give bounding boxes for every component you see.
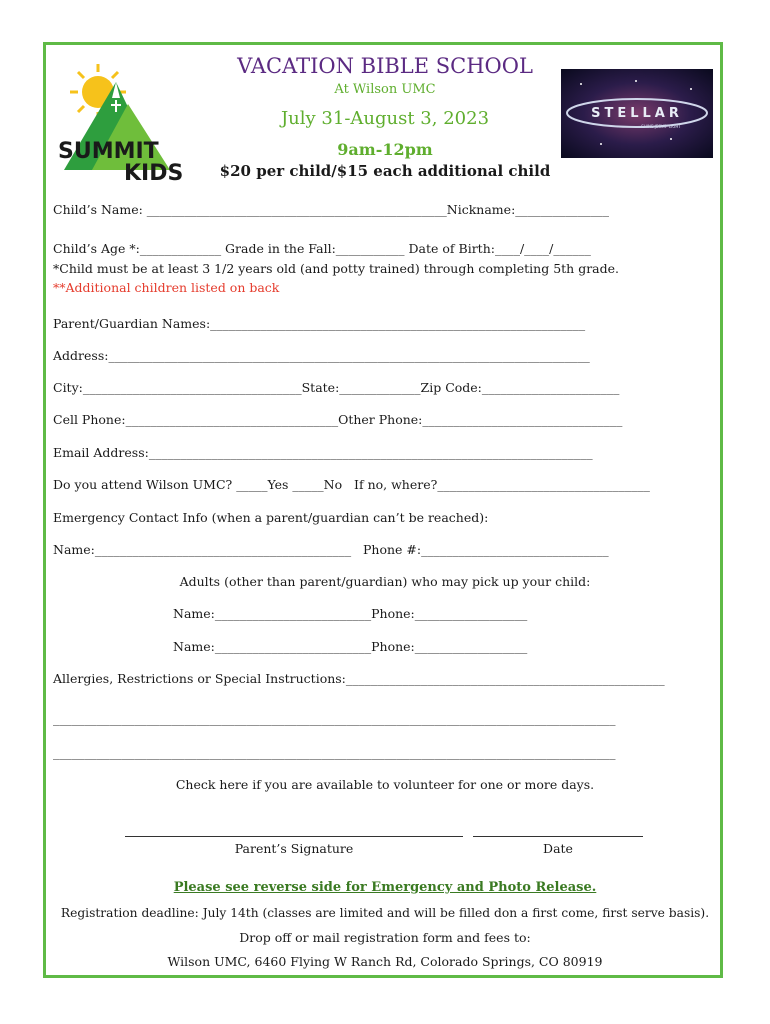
emergency-contact-heading: Emergency Contact Info (when a parent/guardian can’t be reached): [53,510,489,525]
price-info: $20 per child/$15 each additional child [219,162,551,180]
date-label: Date [543,841,573,856]
parent-names-field[interactable]: Parent/Guardian Names:____________________________________________________________ [53,316,586,331]
stellar-tagline: SHINE JESUS' LIGHT [641,124,681,129]
reverse-side-note: Please see reverse side for Emergency and Photo Release. [173,880,597,895]
signature-label: Parent’s Signature [234,841,354,856]
authorized-adults-heading: Adults (other than parent/guardian) who may pick up your child: [179,574,591,589]
dropoff-instructions: Drop off or mail registration form and fees to: [239,930,531,945]
allergies-line-3[interactable]: __________________________________________________________________________________________ [53,745,616,760]
stellar-logo-text: STELLAR [591,106,683,121]
child-name-field[interactable]: Child’s Name: ________________________________________________Nickname:_______________ [53,202,610,217]
registration-deadline: Registration deadline: July 14th (classes are limited and will be filled don a first come, first serve basis). [60,906,710,920]
event-dates: July 31-August 3, 2023 [280,108,490,129]
allergies-field[interactable]: Allergies, Restrictions or Special Instructions:___________________________________________________ [53,671,665,686]
page-title: VACATION BIBLE SCHOOL [237,54,533,78]
age-requirement-note: *Child must be at least 3 1/2 years old (and potty trained) through completing 5th grade. [53,261,620,276]
address-field[interactable]: Address:_____________________________________________________________________________ [53,348,590,363]
phone-fields[interactable]: Cell Phone:__________________________________Other Phone:________________________________ [53,412,623,427]
emergency-contact-field[interactable]: Name:_________________________________________ Phone #:______________________________ [53,542,609,557]
authorized-adult-2-field[interactable]: Name:_________________________Phone:__________________ [173,639,528,654]
email-field[interactable]: Email Address:_______________________________________________________________________ [53,445,593,460]
location-subtitle: At Wilson UMC [334,82,436,97]
allergies-line-2[interactable]: __________________________________________________________________________________________ [53,711,616,726]
kids-logo-text: KIDS [124,161,184,186]
additional-children-note: **Additional children listed on back [53,280,280,295]
event-time: 9am-12pm [337,140,433,159]
summit-logo-text: SUMMIT [58,139,159,164]
child-age-field[interactable]: Child’s Age *:_____________ Grade in the Fall:___________ Date of Birth:____/____/______ [53,241,591,256]
mailing-address: Wilson UMC, 6460 Flying W Ranch Rd, Colorado Springs, CO 80919 [167,954,603,969]
city-state-zip-field[interactable]: City:___________________________________State:_____________Zip Code:______________________ [53,380,620,395]
volunteer-checkbox-label[interactable]: Check here if you are available to volunteer for one or more days. [175,777,595,792]
attend-wilson-field[interactable]: Do you attend Wilson UMC? _____Yes _____No If no, where?__________________________________ [53,477,650,492]
signature-line[interactable] [125,836,463,837]
authorized-adult-1-field[interactable]: Name:_________________________Phone:__________________ [173,606,528,621]
date-line[interactable] [473,836,643,837]
